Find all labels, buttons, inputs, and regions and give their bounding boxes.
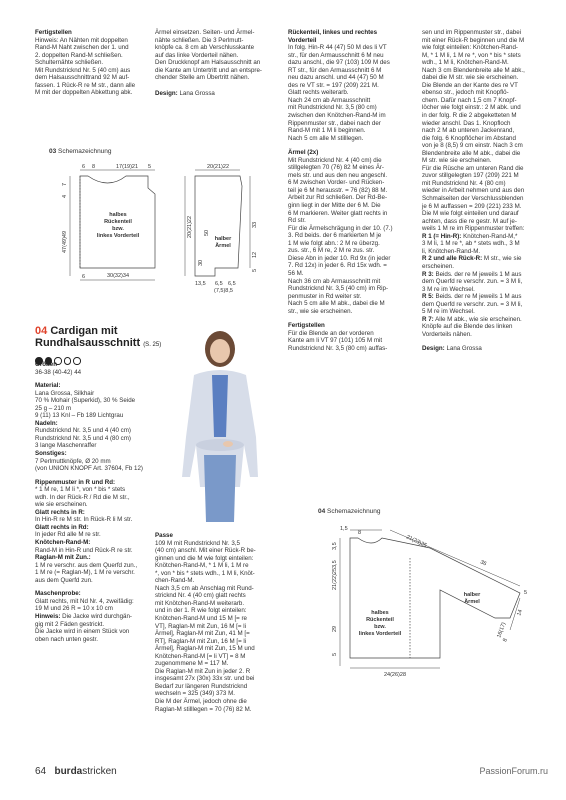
brand-stricken: stricken: [82, 766, 117, 777]
text-line: 7 Perlmuttknöpfe, Ø 20 mm: [35, 457, 111, 465]
text-line: 1 M wie folgt abn.: 2 M re überzg.: [288, 239, 380, 247]
schema-04-drawing: [310, 518, 550, 678]
passe-section: [155, 532, 280, 713]
text-line: Die Blende an der Kante des re VT: [422, 81, 518, 89]
text-line: 19 M und 26 R = 10 x 10 cm: [35, 605, 113, 613]
col4-r3: [422, 271, 547, 294]
text-line: in der folg. R die 2 abgeketteten M: [422, 112, 517, 120]
text-line: *, von * bis * stets wdh., 1 M li, Knöt-: [155, 569, 255, 577]
col3-h2: Ärmel (2x): [288, 149, 319, 157]
text-line: mit einer Rück-R beginnen und die M: [422, 36, 525, 44]
s2-bottom-3: 6,5: [228, 281, 236, 287]
s2-5: 5: [252, 268, 258, 272]
glatt-rd-heading: Glatt rechts in Rd:: [35, 523, 89, 531]
s2-bottom-2: 6,5: [215, 281, 223, 287]
knoetchen-heading: Knötchen-Rand-M:: [35, 539, 91, 547]
text-line: Hinweis: An Nähten mit doppelten: [35, 36, 128, 44]
text-line: dem Halsausschnittrand 92 M auf-: [35, 74, 130, 82]
text-line: 36-38 (40-42) 44: [35, 368, 82, 376]
s1-center-3: bzw.: [112, 226, 124, 232]
section-04-title: [35, 325, 170, 351]
s4-center-1: halbes: [371, 610, 389, 616]
material-heading: Material:: [35, 382, 61, 390]
text-line: zuvor stillgelegten 197 (209) 221 M: [422, 172, 519, 180]
text-line: Ärmel], Raglan-M mit Zun, 15 M und: [155, 645, 255, 653]
s4-sleeve-5: 5: [524, 590, 528, 596]
text-line: gig mit 2 Fäden gestrickt.: [35, 620, 105, 628]
r2-label: R 2 und alle Rück-R:: [422, 255, 483, 263]
text-line: Rundstricknd Nr. 3,5 (40 cm) im Rip-: [288, 285, 389, 293]
s1-left-4: 4: [62, 194, 68, 198]
text-line: str., wie sie erscheinen.: [288, 307, 353, 315]
text-line: penmuster in Rd weiter str.: [288, 292, 362, 300]
s2-12: 12: [252, 251, 258, 258]
text-line: von je 8 (8,5) 9 cm einstr. Nach 3 cm: [422, 142, 523, 150]
r3-label: R 3:: [422, 270, 434, 278]
text-line: wie sie erscheinen.: [35, 501, 88, 509]
text-line: str., für den Armausschnitt 6 M neu: [288, 51, 384, 59]
s4-left-35b: 3,5: [332, 560, 338, 568]
s4-sleeve-8: 8: [502, 637, 509, 643]
text-line: aus dem Querfd zun.: [35, 576, 93, 584]
s4-sleeve-16: 16(17): [496, 621, 508, 639]
text-line: wie folgt einteilen: Knötchen-Rand-: [422, 44, 518, 52]
text-line: 56 M.: [288, 269, 304, 277]
s2-bottom-4: (7,5)8,5: [214, 288, 233, 294]
text-line: 2. doppelten Rand-M schließen.: [35, 51, 123, 59]
s1-left-7: 7: [62, 182, 68, 186]
section-04-title-a: Cardigan mit: [50, 325, 118, 337]
text-line: ebenso str., jedoch mit Knopflö-: [422, 89, 509, 97]
text-line: 1 M re verschr. aus dem Querfd zun.,: [35, 561, 138, 569]
schema-04-title: [318, 508, 381, 515]
text-line: Ärmel], Raglan-M mit Zun, 41 M [=: [155, 630, 250, 638]
col4: [422, 29, 547, 353]
s2-33: 33: [252, 221, 258, 228]
glatt-r-heading: Glatt rechts in R:: [35, 508, 85, 516]
rippen-heading: Rippenmuster in R und Rd:: [35, 478, 116, 486]
text-line: 9 (11) 13 Knl – Fb 189 Lichtgrau: [35, 412, 124, 420]
text-line: zus. str., 6 M re, 2 M re zus. str.: [288, 247, 375, 255]
text-line: Ärmel einsetzen. Seiten- und Ärmel-: [155, 29, 255, 36]
text-line: ginn liegt in der Mitte der 6 M. Die: [288, 202, 381, 210]
section-04-num: 04: [35, 325, 48, 337]
text-line: Den Druckknopf am Halsausschnitt an: [155, 59, 261, 67]
text-line: M str. wie sie erscheinen.: [422, 157, 492, 165]
text-line: dazu anschl., die 97 (103) 109 M des: [288, 59, 390, 67]
text-line: M mit der doppelten Abkettung abk.: [35, 89, 133, 97]
text-line: fassen. 1 Rück-R re M str., dann alle: [35, 81, 136, 89]
s1-left-47: 47(49)49: [62, 230, 68, 253]
s4-left-21: 21(22)25: [332, 567, 338, 590]
text-line: des re VT str. = 197 (209) 221 M.: [288, 81, 379, 89]
col1-top-lines: [35, 37, 155, 97]
s2-50: 50: [204, 229, 210, 236]
col3-p3: [288, 330, 413, 353]
col3-h3: Fertigstellen: [288, 322, 325, 330]
fertigstellen-heading: Fertigstellen: [35, 29, 72, 36]
text-line: Rd str.: [288, 217, 306, 225]
text-line: Nach 36 cm ab Armausschnitt mit: [288, 277, 381, 285]
schema-04-outline: [350, 538, 520, 658]
footer: [35, 766, 117, 777]
schema-04-label: Schemazeichnung: [327, 508, 381, 515]
col1-lower: [35, 361, 155, 643]
groessen-heading: Größen: [35, 361, 58, 368]
design-name: Lana Grossa: [179, 89, 215, 97]
text-line: Rippenmuster str., dabei nach der: [288, 119, 381, 127]
text-line: Kante am li VT 97 (101) 105 M mit: [288, 337, 383, 345]
text-line: wdh. In der Rück-R / Rd die M str.,: [35, 493, 130, 501]
s4-sleeve-2: Ärmel: [464, 599, 480, 605]
s1-top-5: 5: [148, 164, 152, 170]
text-line: je 6 M auffassen = 209 (221) 233 M.: [422, 202, 522, 210]
s4-bottom: 24(26)28: [383, 672, 407, 678]
section-04-title-b: Rundhalsausschnitt: [35, 337, 141, 349]
col1-top: [35, 29, 155, 97]
text-line: Blendenbreite alle M abk., dabei die: [422, 149, 521, 157]
col2-top: [155, 29, 280, 97]
schema-04-num: 04: [318, 508, 326, 515]
text-line: Rand-M Naht zwischen der 1. und: [35, 44, 129, 52]
text-line: In folg. Hin-R 44 (47) 50 M des li VT: [288, 44, 387, 52]
text-line: 1 M re (= Raglan-M), 1 M re verschr.: [35, 569, 135, 577]
text-line: RT str., für den Armausschnitt 6 M: [288, 66, 382, 74]
text-line: Bedarf zur längeren Rundstricknd: [155, 682, 248, 690]
text-line: 70 % Mohair (Superkid), 30 % Seide: [35, 397, 136, 405]
text-line: wieder anschl. Das 1. Knopfloch: [422, 119, 511, 127]
design-credit-1: [155, 90, 280, 98]
text-line: Glatt rechts, mit Nd Nr. 4, zweifädig:: [35, 597, 134, 605]
col4-r5: [422, 293, 547, 316]
page-ref: (S. 25): [143, 342, 162, 348]
text-line: Rundstricknd Nr. 3,5 (80 cm) auffas-: [288, 344, 388, 352]
s4-sleeve-1: halber: [463, 592, 481, 598]
text-line: achten, dass die re gestr. M auf je-: [422, 217, 517, 225]
s2-left-20: 20(21)22: [187, 215, 193, 238]
col3-h1b: Vorderteil: [288, 36, 317, 44]
maschenprobe-heading: Maschenprobe:: [35, 590, 81, 598]
s4-left-35: 3,5: [332, 542, 338, 550]
text-line: auf das linke Vorderteil nähen.: [155, 51, 239, 59]
col3: [288, 29, 413, 352]
s4-center-2: Rückenteil: [366, 617, 394, 623]
text-line: M, * 1 M li, 1 M re *, von * bis * stets: [422, 51, 521, 59]
brand-burda: burda: [54, 766, 83, 777]
text-line: wechseln = 325 (349) 373 M.: [155, 690, 235, 698]
passe-lines: [155, 540, 280, 714]
text-line: 109 M mit Rundstricknd Nr. 3,5: [155, 539, 240, 547]
text-line: ginnen und die M wie folgt einteilen:: [155, 554, 254, 562]
text-line: RT], Raglan-M mit Zun, 16 M [= li: [155, 637, 247, 645]
text-line: Für die Blende an der vorderen: [288, 329, 374, 337]
text-line: stricknd Nr. 4 (40 cm) glatt rechts: [155, 592, 246, 600]
text-line: Rundstricknd Nr. 3,5 und 4 (40 cm): [35, 427, 131, 435]
text-line: Rand-M in Hin-R und Rück-R re str.: [35, 546, 133, 554]
s1-top-17: 17(19)21: [116, 164, 139, 170]
s4-top-15: 1,5: [340, 526, 348, 532]
s2-30: 30: [198, 259, 204, 266]
sonstiges-heading: Sonstiges:: [35, 450, 67, 458]
s4-left-29: 29: [332, 625, 338, 632]
text-line: Für die Ärmelschrägung in der 10. (7.): [288, 224, 393, 232]
text-line: 3 lange Maschenraffer: [35, 442, 97, 450]
schema-03-drawing: [30, 158, 280, 318]
text-line: VT], Raglan-M mit Zun, 16 M [= li: [155, 622, 246, 630]
text-line: chen-Rand-M.: [155, 577, 195, 585]
text-line: stillgelegten 70 (76) 82 M eines Är-: [288, 164, 384, 172]
col3-p1: [288, 44, 413, 142]
text-line: Rand-M mit 1 M li beginnen.: [288, 127, 366, 135]
col4-r1: [422, 233, 547, 256]
text-line: Rundstricknd Nr. 3,5 und 4 (80 cm): [35, 434, 131, 442]
s4-top-8: 8: [358, 530, 362, 536]
text-line: zugenommene M = 117 M.: [155, 660, 229, 668]
text-line: mit Rundstricknd Nr. 4 (80 cm): [422, 179, 506, 187]
text-line: Knötchen-Rand-M, * 1 M li, 1 M re: [155, 562, 249, 570]
text-line: chender Stelle am Übertritt nähen.: [155, 74, 250, 82]
text-line: Knötchen-Rand-M [= li VT] = 8 M: [155, 652, 246, 660]
text-line: Raglan-M stilllegen = 70 (76) 82 M.: [155, 705, 252, 713]
text-line: Arbeit zur Rd schließen. Der Rd-Be-: [288, 194, 388, 202]
text-line: wdh., 1 M li, Knötchen-Rand-M.: [422, 59, 509, 67]
col4-p1: [422, 29, 547, 233]
s4-center-3: bzw.: [374, 624, 386, 630]
r2-text: M str., wie sie erscheinen.: [422, 255, 522, 270]
col4-r7: [422, 316, 547, 339]
design-credit-2: [422, 345, 547, 353]
text-line: (von UNION KNOPF Art. 37604, Fb 12): [35, 465, 143, 473]
text-line: sen und im Rippenmuster str., dabei: [422, 29, 522, 36]
text-line: 6 M markieren. Weiter glatt rechts in: [288, 209, 388, 217]
text-line: Für die Rüsche am unteren Rand die: [422, 164, 524, 172]
r7-label: R 7:: [422, 315, 434, 323]
s4-sleeve-36: 36: [479, 559, 488, 568]
s1-top-6: 6: [82, 164, 86, 170]
text-line: nähte schließen. Die 3 Perlmutt-: [155, 36, 244, 44]
text-line: löcher wie folgt einstr.: 2 M abk. und: [422, 104, 521, 112]
hinweis-label: Hinweis:: [35, 612, 61, 620]
text-line: (40 cm) anschl. Mit einer Rück-R be-: [155, 547, 256, 555]
text-line: Lana Grossa, Silkhair: [35, 389, 95, 397]
page-number: 64: [35, 766, 47, 777]
design-label-2: Design:: [422, 345, 445, 353]
s2-bottom-1: 13,5: [195, 281, 206, 287]
text-line: oben nach unten gestr.: [35, 635, 98, 643]
text-line: neu dazu anschl. und 44 (47) 50 M: [288, 74, 384, 82]
s2-top-20: 20(21)22: [206, 164, 230, 170]
text-line: dabei die M str. wie sie erscheinen.: [422, 74, 519, 82]
text-line: In jeder Rd alle M re str.: [35, 531, 101, 539]
text-line: In Hin-R re M str. In Rück-R li M str.: [35, 516, 133, 524]
text-line: Knötchen-Rand-M und 15 M [= re: [155, 615, 248, 623]
text-line: Glatt rechts weiterarb.: [288, 89, 349, 97]
text-line: Schmalseiten der Verschlussblenden: [422, 195, 524, 203]
design-label: Design:: [155, 89, 178, 97]
s4-center-4: linkes Vorderteil: [358, 631, 402, 637]
raglan-heading: Raglan-M mit Zun.:: [35, 554, 91, 562]
text-line: 25 g – 210 m: [35, 404, 72, 412]
schema-03-title: [49, 148, 112, 155]
s2-label-2: Ärmel: [215, 243, 231, 249]
text-line: die folg. 6 Knopflöcher im Abstand: [422, 134, 516, 142]
text-line: Mit Rundstricknd Nr. 4 (40 cm) die: [288, 156, 382, 164]
text-line: nach 2 M ab unteren Jackenrand,: [422, 127, 515, 135]
r5-label: R 5:: [422, 293, 434, 301]
text-line: die Kante am Untertritt und an entspre-: [155, 66, 262, 74]
design-name-2: Lana Grossa: [446, 345, 482, 353]
s1-bottom-6: 6: [82, 274, 86, 280]
r1-text: Knötchen-Rand-M,* 3 M li, 1 M re *, ab * stets wdh., 3 M li, Knötchen-Rand-M.: [422, 232, 520, 255]
s4-sleeve-14: 14: [516, 608, 524, 617]
text-line: 3. Rd beids. der 6 markierten M je: [288, 232, 382, 240]
text-line: Nach 3,5 cm ab Anschlag mit Rund-: [155, 584, 254, 592]
text-line: Die M wie folgt einteilen und darauf: [422, 210, 519, 218]
nadeln-heading: Nadeln:: [35, 419, 58, 427]
text-line: Nach 5 cm alle M abk., dabei die M: [288, 300, 385, 308]
schema-03-num: 03: [49, 148, 57, 155]
r1-label: R 1 (= Hin-R):: [422, 232, 462, 240]
col3-h1: Rückenteil, linkes und rechtes: [288, 29, 378, 36]
col3-p2: [288, 157, 413, 315]
text-line: Nach 5 cm alle M stilllegen.: [288, 134, 364, 142]
r3-text: Beids. der re M jeweils 1 M aus dem Querfd re verschr. zun. = 3 M li, 3 M re im Wechsel.: [422, 270, 523, 293]
text-line: 6 M zwischen Vorder- und Rücken-: [288, 179, 385, 187]
schema-03-label: Schemazeichnung: [58, 148, 112, 155]
text-line: wieder in Arbeit nehmen und aus den: [422, 187, 525, 195]
text-line: mels str. und aus den neu angeschl.: [288, 171, 388, 179]
text-line: weils 1 M re im Rippenmuster treffen:: [422, 225, 525, 233]
s1-top-8: 8: [92, 164, 96, 170]
model-photo: [164, 327, 286, 530]
s1-center-4: linkes Vorderteil: [96, 233, 140, 239]
s2-label-1: halber: [214, 236, 232, 242]
s4-top-21: 21(23)25: [405, 534, 428, 550]
hinweis-line: Hinweis: Die Jacke wird durchgän-: [35, 612, 132, 620]
r5-text: Beids. der re M jeweils 1 M aus dem Querfd re verschr. zun. = 3 M li, 5 M re im Wechsel.: [422, 293, 523, 316]
text-line: mit Knötchen-Rand-M weiterarb.: [155, 599, 245, 607]
text-line: Die Raglan-M mit Zun in jeder 2. R: [155, 667, 251, 675]
text-line: Die M der Ärmel, jedoch ohne die: [155, 698, 247, 706]
text-line: * 1 M re, 1 M li *, von * bis * stets: [35, 486, 126, 494]
text-line: Diese Abn in jeder 10. Rd 9x (in jeder: [288, 254, 391, 262]
text-line: insgesamt 27x (30x) 33x str. und bei: [155, 675, 255, 683]
s1-bottom-30: 30(32)34: [106, 273, 130, 279]
s1-center-1: halbes: [109, 212, 127, 218]
text-line: knöpfe ca. 8 cm ab Verschlusskante: [155, 44, 255, 52]
col4-r2: [422, 255, 547, 270]
col2-top-lines: [155, 29, 280, 82]
text-line: teil je 6 M herausstr. = 76 (82) 88 M.: [288, 186, 388, 194]
text-line: Nach 3 cm Blendenbreite alle M abk.,: [422, 66, 525, 74]
s1-center-2: Rückenteil: [104, 219, 132, 225]
r7-text: Alle M abk., wie sie erscheinen. Knöpfe auf die Blende des linken Vorderteils nähen.: [422, 315, 522, 338]
text-line: Nach 24 cm ab Armausschnitt: [288, 96, 371, 104]
text-line: zwischen den Knötchen-Rand-M im: [288, 112, 386, 120]
text-line: mit Rundstricknd Nr. 3,5 (80 cm): [288, 104, 377, 112]
s4-left-5: 5: [332, 652, 338, 656]
passe-heading: Passe: [155, 532, 173, 539]
text-line: 7. Rd 12x) in jeder 6. Rd 15x wdh. =: [288, 262, 387, 270]
text-line: Die Jacke wird in einem Stück von: [35, 628, 130, 636]
text-line: und in der 1. R wie folgt einteilen:: [155, 607, 247, 615]
text-line: Schulternähte schließen.: [35, 59, 104, 67]
text-line: Mit Rundstricknd Nr. 5 (40 cm) aus: [35, 66, 131, 74]
woman-photo-illustration: [164, 327, 286, 530]
text-line: chern. Dafür nach 1,5 cm 7 Knopf-: [422, 96, 517, 104]
watermark: PassionForum.ru: [479, 766, 548, 776]
